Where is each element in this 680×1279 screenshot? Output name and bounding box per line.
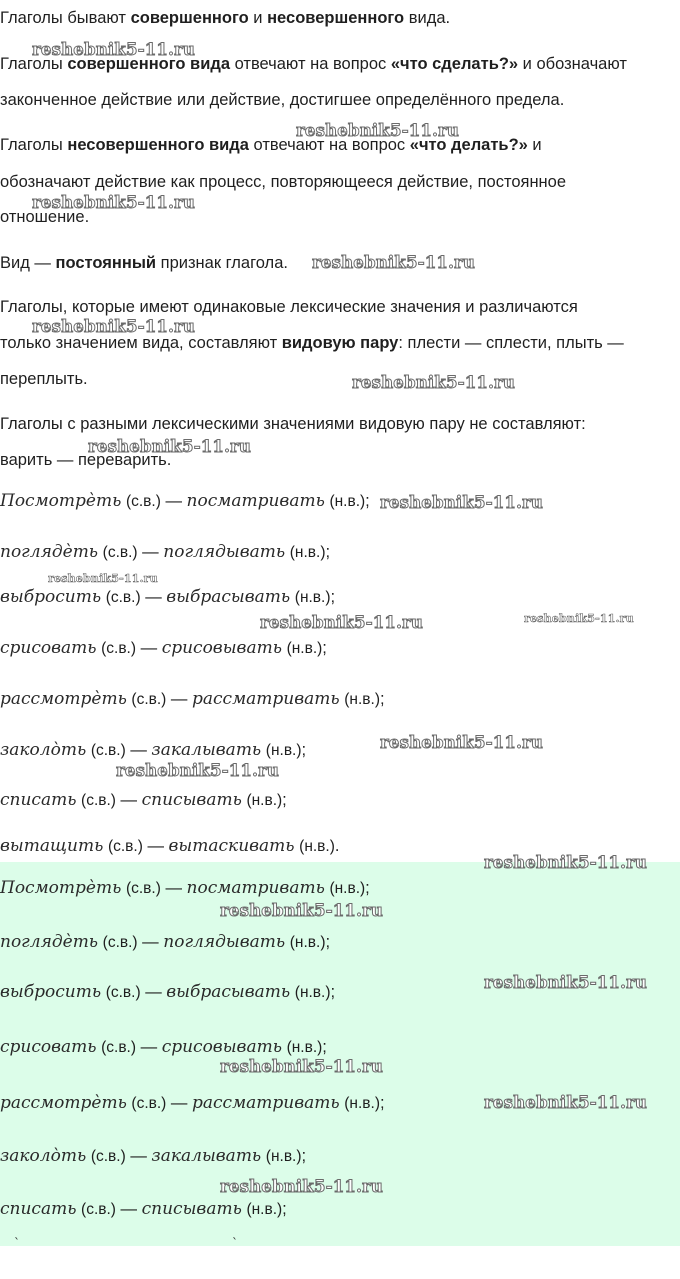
answer-pair-2: поглядѐть (с.в.) — поглядывать (н.в.);: [0, 932, 331, 952]
watermark: reshebnik5-11.ru: [296, 121, 460, 140]
paragraph-pair-line1: Глаголы, которые имеют одинаковые лексические значения и различаются: [0, 298, 578, 316]
answer-pair-6: заколо̀ть (с.в.) — закалывать (н.в.);: [0, 1146, 307, 1166]
watermark: reshebnik5-11.ru: [524, 612, 634, 625]
verb-pair-1: Посмотрѐть (с.в.) — посматривать (н.в.);: [0, 491, 370, 511]
watermark: reshebnik5-11.ru: [220, 1177, 384, 1196]
paragraph-aspect-types: Глаголы бывают совершенного и несовершенного вида.: [0, 9, 451, 27]
paragraph-nonpair-line1: Глаголы с разными лексическими значениями видовую пару не составляют:: [0, 415, 586, 433]
paragraph-nonpair-line2: варить — переварить.: [0, 451, 172, 469]
watermark: reshebnik5-11.ru: [220, 901, 384, 920]
paragraph-pair-line3: переплыть.: [0, 370, 88, 388]
watermark: reshebnik5-11.ru: [48, 572, 158, 585]
paragraph-perfective-line2: законченное действие или действие, достигшее определённого предела.: [0, 91, 565, 109]
watermark: reshebnik5-11.ru: [380, 733, 544, 752]
verb-pair-8: вытащить (с.в.) — вытаскивать (н.в.).: [0, 836, 340, 856]
watermark: reshebnik5-11.ru: [484, 973, 648, 992]
verb-pair-3: выбросить (с.в.) — выбрасывать (н.в.);: [0, 587, 336, 607]
paragraph-pair-line2: только значением вида, составляют видовую пару: плести — сплести, плыть —: [0, 334, 624, 352]
verb-pair-2: поглядѐть (с.в.) — поглядывать (н.в.);: [0, 542, 331, 562]
watermark: reshebnik5-11.ru: [260, 613, 424, 632]
verb-pair-7: списать (с.в.) — списывать (н.в.);: [0, 790, 287, 810]
paragraph-constant: Вид — постоянный признак глагола.: [0, 254, 288, 272]
watermark: reshebnik5-11.ru: [88, 437, 252, 456]
watermark: reshebnik5-11.ru: [32, 40, 196, 59]
accent-mark: ˋ: [14, 1236, 20, 1250]
paragraph-imperfective-line2: обозначают действие как процесс, повторяющееся действие, постоянное: [0, 173, 567, 191]
watermark: reshebnik5-11.ru: [484, 1093, 648, 1112]
watermark: reshebnik5-11.ru: [484, 853, 648, 872]
watermark: reshebnik5-11.ru: [116, 761, 280, 780]
accent-mark: ˋ: [232, 1236, 238, 1250]
paragraph-perfective-line1: Глаголы совершенного вида отвечают на вопрос «что сделать?» и обозначают: [0, 55, 627, 73]
verb-pair-5: рассмотрѐть (с.в.) — рассматривать (н.в.);: [0, 689, 385, 709]
verb-pair-6: заколо̀ть (с.в.) — закалывать (н.в.);: [0, 740, 307, 760]
verb-pair-4: срисовать (с.в.) — срисовывать (н.в.);: [0, 638, 327, 658]
watermark: reshebnik5-11.ru: [312, 253, 476, 272]
paragraph-imperfective-line1: Глаголы несовершенного вида отвечают на вопрос «что делать?» и: [0, 136, 542, 154]
watermark: reshebnik5-11.ru: [32, 193, 196, 212]
watermark: reshebnik5-11.ru: [32, 317, 196, 336]
paragraph-imperfective-line3: отношение.: [0, 208, 90, 226]
watermark: reshebnik5-11.ru: [352, 373, 516, 392]
answer-pair-5: рассмотрѐть (с.в.) — рассматривать (н.в.);: [0, 1093, 385, 1113]
answer-pair-3: выбросить (с.в.) — выбрасывать (н.в.);: [0, 982, 336, 1002]
answer-pair-4: срисовать (с.в.) — срисовывать (н.в.);: [0, 1037, 327, 1057]
answer-pair-7: списать (с.в.) — списывать (н.в.);: [0, 1199, 287, 1219]
watermark: reshebnik5-11.ru: [220, 1057, 384, 1076]
watermark: reshebnik5-11.ru: [380, 493, 544, 512]
answer-pair-1: Посмотрѐть (с.в.) — посматривать (н.в.);: [0, 878, 370, 898]
